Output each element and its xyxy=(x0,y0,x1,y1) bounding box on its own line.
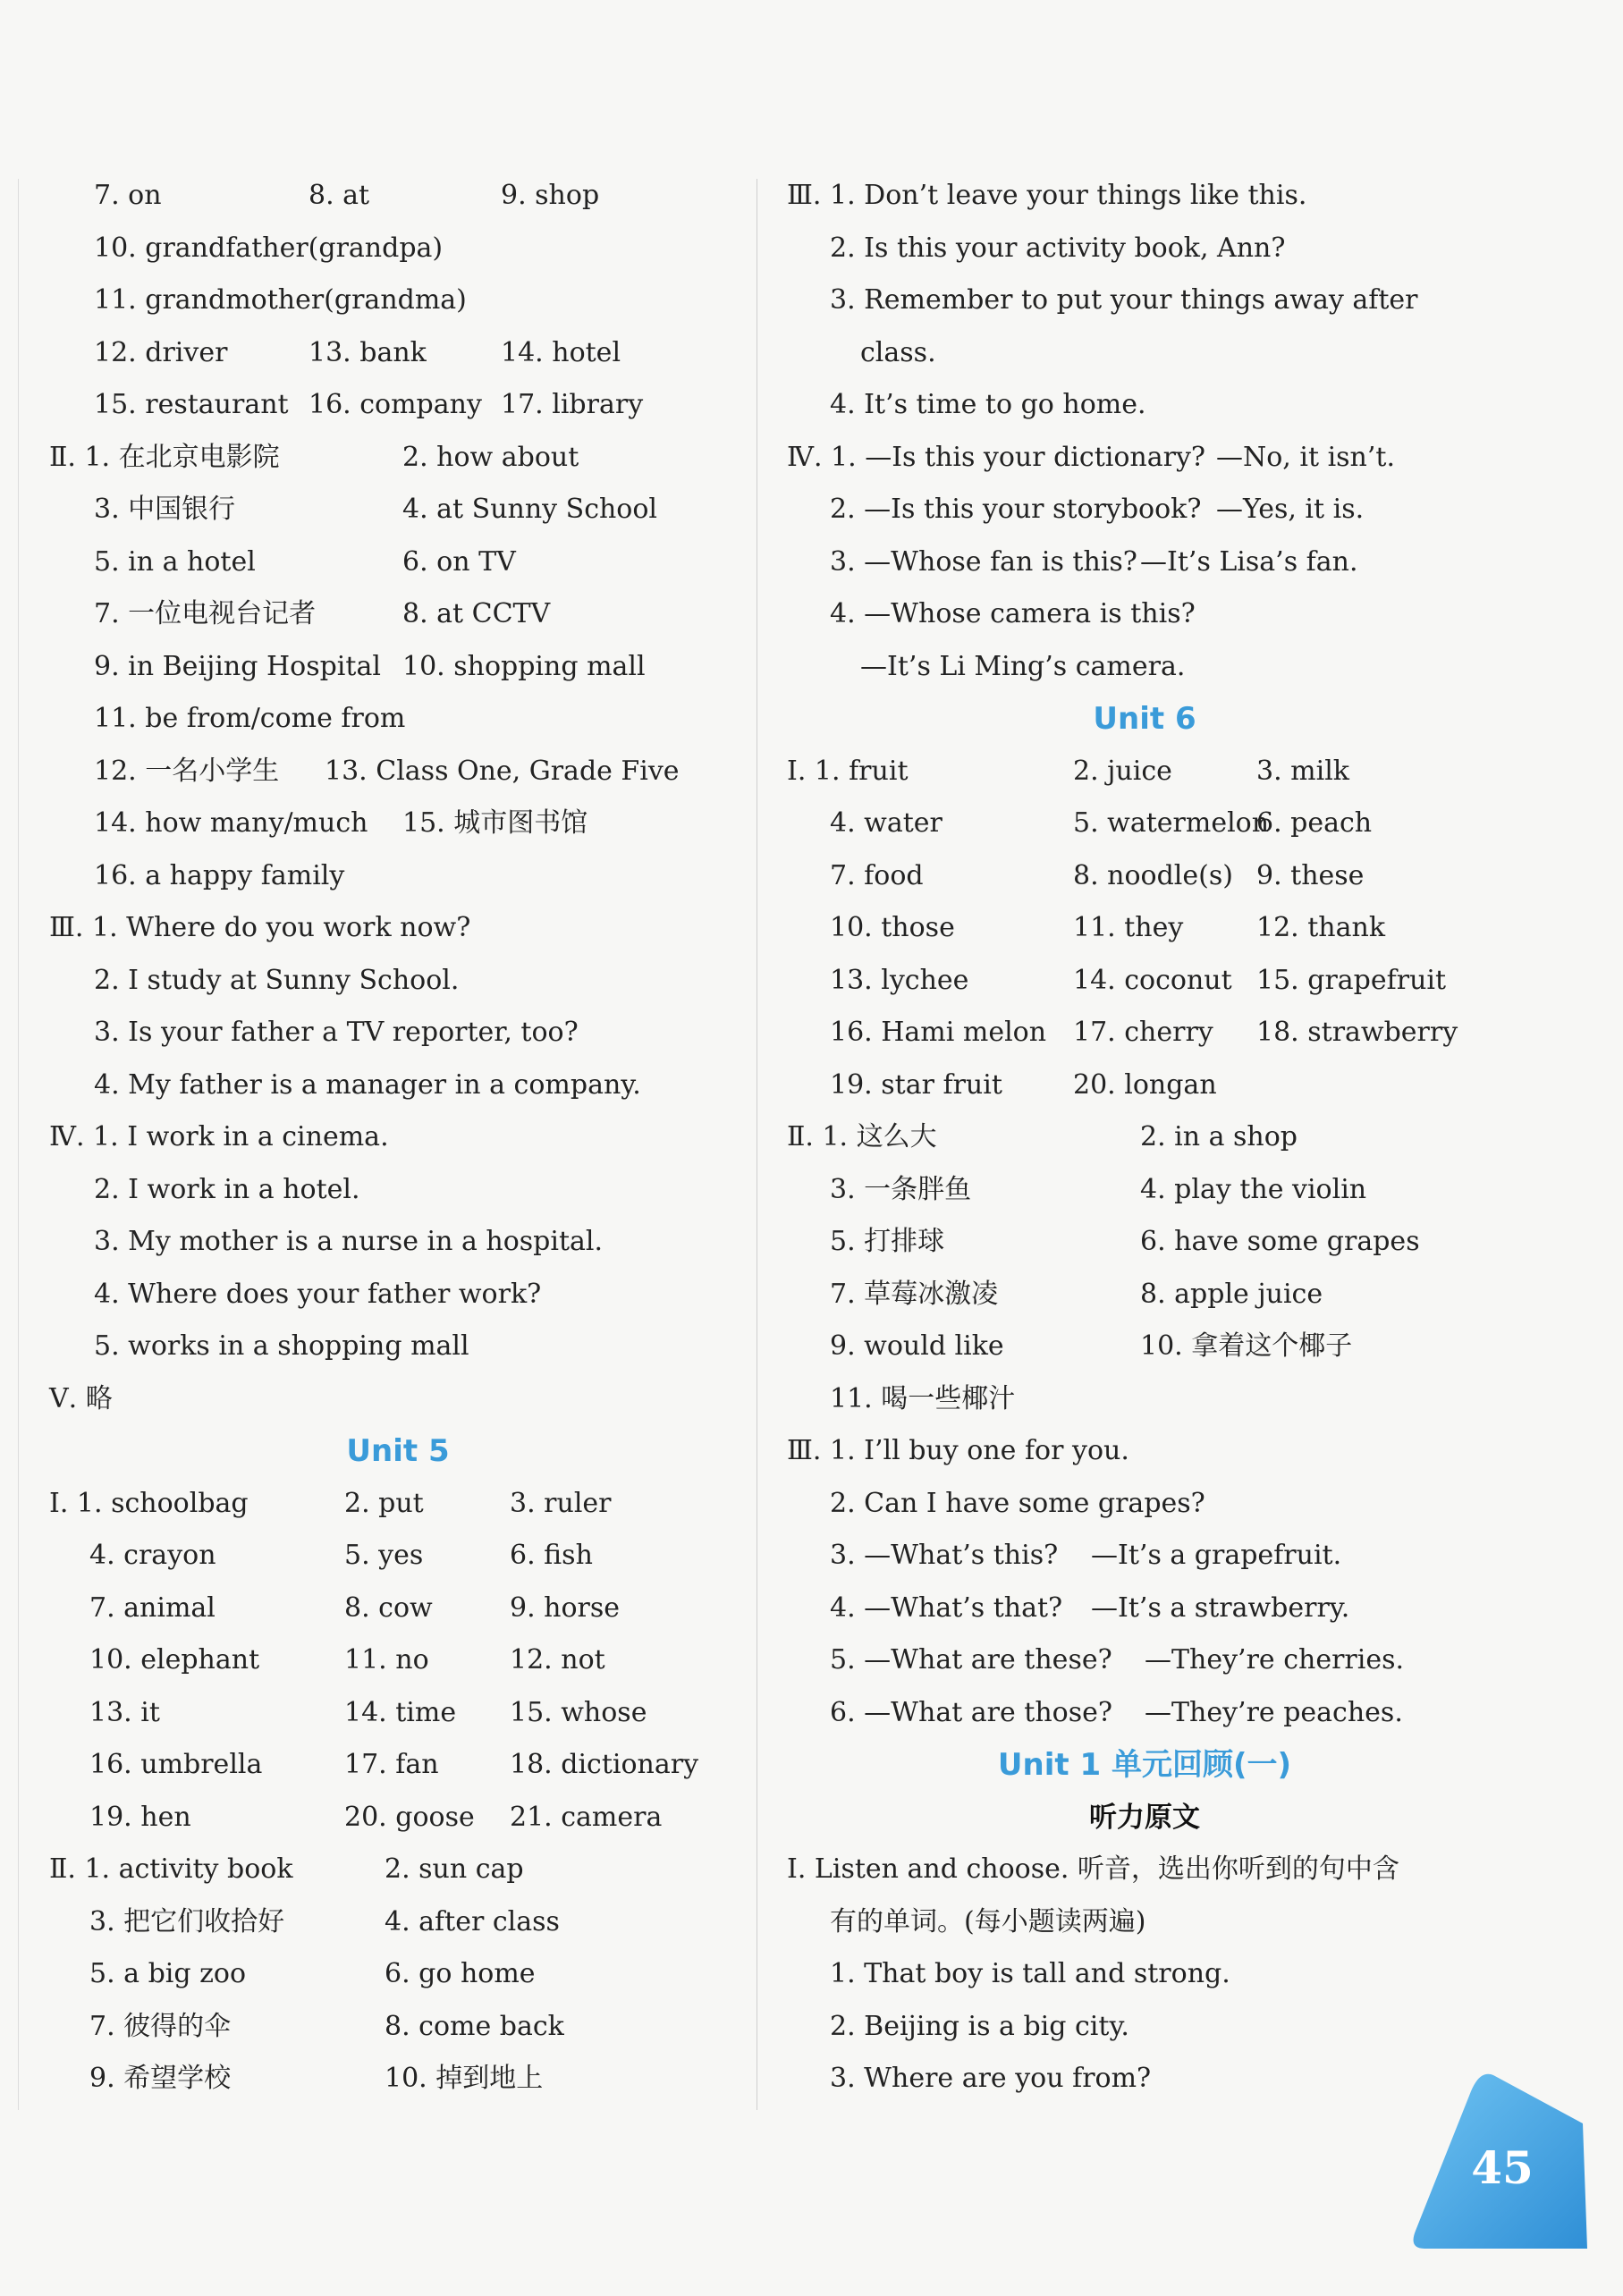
answer-text: 2. I study at Sunny School. xyxy=(94,964,460,996)
unit-heading: Unit 1 单元回顾(一) xyxy=(997,1747,1292,1783)
answer-text: 10. elephant xyxy=(89,1644,260,1676)
answer-text: 3. 把它们收拾好 xyxy=(89,1905,285,1937)
answer-text: —They’re peaches. xyxy=(1145,1696,1403,1728)
answer-text: 4. play the violin xyxy=(1140,1173,1367,1205)
answer-text: 8. cow xyxy=(344,1591,433,1624)
answer-text: 4. It’s time to go home. xyxy=(830,389,1146,420)
answer-text: 8. come back xyxy=(385,2010,564,2042)
answer-line xyxy=(778,588,1511,641)
answer-text: 12. 一名小学生 xyxy=(94,755,280,787)
answer-line xyxy=(49,798,747,850)
answer-text: 4. —Whose camera is this? xyxy=(830,598,1196,629)
answer-line xyxy=(49,588,747,641)
answer-line xyxy=(778,955,1511,1008)
answer-line xyxy=(49,1216,747,1269)
answer-text: 4. crayon xyxy=(89,1540,216,1571)
left-column xyxy=(49,170,747,2106)
answer-line xyxy=(778,170,1511,223)
answer-line xyxy=(49,746,747,798)
answer-text: Ⅴ. 略 xyxy=(49,1382,113,1414)
answer-text: Ⅲ. 1. Don’t leave your things like this. xyxy=(787,180,1307,211)
answer-line xyxy=(49,274,747,327)
left-margin-rule xyxy=(18,179,19,2110)
answer-text: Ⅲ. 1. I’ll buy one for you. xyxy=(787,1435,1129,1466)
answer-line xyxy=(778,1269,1511,1321)
answer-line xyxy=(49,2001,747,2054)
answer-text: 2. in a shop xyxy=(1140,1121,1298,1152)
answer-text: Ⅰ. 1. fruit xyxy=(787,755,909,787)
answer-text: 有的单词。(每小题读两遍) xyxy=(830,1905,1146,1937)
answer-line xyxy=(49,1111,747,1164)
answer-text: 6. on TV xyxy=(402,545,516,578)
answer-text: 10. shopping mall xyxy=(402,650,646,682)
answer-text: 5. watermelon xyxy=(1073,807,1270,839)
answer-text: 11. 喝一些椰汁 xyxy=(830,1382,1016,1414)
answer-text: 6. —What are those? xyxy=(830,1696,1112,1728)
answer-text: Ⅰ. 1. schoolbag xyxy=(49,1487,249,1519)
unit-heading: Unit 6 xyxy=(1093,701,1196,737)
answer-line xyxy=(778,1216,1511,1269)
answer-text: 6. have some grapes xyxy=(1140,1226,1420,1257)
answer-text: 9. horse xyxy=(510,1591,621,1624)
answer-text: 11. they xyxy=(1073,912,1184,943)
answer-text: Ⅱ. 1. 这么大 xyxy=(787,1121,937,1152)
answer-line xyxy=(49,1634,747,1687)
answer-line xyxy=(778,223,1511,275)
answer-text: 9. in Beijing Hospital xyxy=(94,650,381,682)
answer-line xyxy=(778,379,1511,432)
answer-text: 12. not xyxy=(510,1644,605,1676)
answer-line xyxy=(778,902,1511,955)
answer-text: 13. it xyxy=(89,1696,160,1728)
answer-line xyxy=(49,850,747,903)
answer-text: 17. fan xyxy=(344,1749,439,1780)
answer-text: —Yes, it is. xyxy=(1216,494,1365,525)
answer-line xyxy=(49,693,747,746)
answer-text: 10. 掉到地上 xyxy=(385,2063,544,2094)
answer-line xyxy=(778,1948,1511,2001)
answer-text: 2. Can I have some grapes? xyxy=(830,1487,1205,1519)
answer-line xyxy=(49,1373,747,1426)
answer-line xyxy=(778,432,1511,485)
answer-text: 5. 打排球 xyxy=(830,1226,945,1257)
answer-line xyxy=(778,1425,1511,1478)
page-number: 45 xyxy=(1471,2141,1534,2194)
answer-text: 20. goose xyxy=(344,1801,475,1833)
answer-text: 3. ruler xyxy=(510,1487,612,1519)
answer-text: —They’re cherries. xyxy=(1145,1644,1405,1676)
answer-text: 17. library xyxy=(501,389,644,420)
answer-line xyxy=(49,641,747,694)
answer-text: 9. shop xyxy=(501,180,600,211)
answer-line xyxy=(778,1634,1511,1687)
answer-text: 5. works in a shopping mall xyxy=(94,1330,469,1362)
answer-line xyxy=(49,170,747,223)
answer-text: 2. juice xyxy=(1073,755,1172,787)
answer-line xyxy=(778,484,1511,536)
answer-text: 8. at CCTV xyxy=(402,598,551,629)
answer-text: 6. fish xyxy=(510,1540,593,1571)
answer-text: 2. Is this your activity book, Ann? xyxy=(830,232,1286,264)
answer-line xyxy=(49,1478,747,1531)
answer-line xyxy=(49,1844,747,1896)
answer-line xyxy=(49,379,747,432)
right-column xyxy=(778,170,1511,2106)
answer-line xyxy=(49,1792,747,1844)
answer-line xyxy=(49,1059,747,1112)
answer-text: —No, it isn’t. xyxy=(1216,441,1396,473)
answer-line xyxy=(49,1007,747,1059)
answer-text: 7. 草莓冰激凌 xyxy=(830,1278,999,1310)
answer-text: 9. these xyxy=(1256,859,1365,891)
answer-line xyxy=(49,1321,747,1373)
unit-heading: Unit 5 xyxy=(346,1433,450,1469)
answer-text: 13. lychee xyxy=(830,964,969,996)
answer-line xyxy=(778,1896,1511,1949)
answer-text: 7. 彼得的伞 xyxy=(89,2010,232,2042)
answer-line xyxy=(778,1530,1511,1583)
answer-line xyxy=(778,1687,1511,1740)
answer-text: 5. yes xyxy=(344,1540,424,1571)
answer-line xyxy=(778,746,1511,798)
answer-text: 8. at xyxy=(309,180,370,211)
answer-text: 3. My mother is a nurse in a hospital. xyxy=(94,1226,604,1257)
answer-line xyxy=(49,1269,747,1321)
answer-text: 3. 中国银行 xyxy=(94,494,236,525)
answer-text: 19. star fruit xyxy=(830,1068,1002,1101)
answer-line xyxy=(49,1164,747,1217)
answer-text: —It’s Lisa’s fan. xyxy=(1140,545,1358,578)
answer-text: 4. at Sunny School xyxy=(402,494,658,525)
answer-text: 3. Remember to put your things away after xyxy=(830,284,1418,316)
answer-text: 14. hotel xyxy=(501,336,621,368)
answer-text: 18. dictionary xyxy=(510,1749,699,1780)
answer-text: 16. a happy family xyxy=(94,859,345,891)
answer-text: 16. company xyxy=(309,389,482,420)
answer-text: 17. cherry xyxy=(1073,1017,1213,1048)
answer-text: —It’s a grapefruit. xyxy=(1091,1540,1342,1571)
answer-line xyxy=(49,2053,747,2106)
answer-line xyxy=(778,2001,1511,2054)
answer-text: 4. water xyxy=(830,807,943,839)
answer-text: Ⅱ. 1. 在北京电影院 xyxy=(49,441,280,473)
answer-line xyxy=(49,536,747,589)
answer-text: 4. after class xyxy=(385,1905,560,1937)
answer-line xyxy=(778,641,1511,694)
answer-text: 11. no xyxy=(344,1644,429,1676)
answer-text: 2. put xyxy=(344,1487,424,1519)
answer-line xyxy=(778,850,1511,903)
answer-text: 2. —Is this your storybook? xyxy=(830,494,1202,525)
answer-line xyxy=(49,1739,747,1792)
answer-line xyxy=(49,327,747,380)
answer-line xyxy=(778,274,1511,327)
answer-text: 2. sun cap xyxy=(385,1853,524,1885)
answer-text: 4. My father is a manager in a company. xyxy=(94,1068,641,1101)
answer-text: 14. how many/much xyxy=(94,807,368,839)
answer-text: 9. would like xyxy=(830,1330,1004,1362)
answer-text: 15. grapefruit xyxy=(1256,964,1447,996)
answer-text: 7. animal xyxy=(89,1591,216,1624)
answer-text: 7. food xyxy=(830,859,924,891)
answer-line xyxy=(778,1059,1511,1112)
answer-text: 15. restaurant xyxy=(94,389,289,420)
answer-text: 12. driver xyxy=(94,336,228,368)
answer-text: 15. whose xyxy=(510,1696,647,1728)
answer-text: 2. Beijing is a big city. xyxy=(830,2010,1129,2042)
answer-text: 4. Where does your father work? xyxy=(94,1278,542,1310)
answer-text: 3. 一条胖鱼 xyxy=(830,1173,972,1205)
answer-text: —It’s Li Ming’s camera. xyxy=(860,650,1186,682)
answer-text: 6. go home xyxy=(385,1958,536,1989)
answer-text: 5. in a hotel xyxy=(94,545,256,578)
answer-text: 5. —What are these? xyxy=(830,1644,1112,1676)
answer-line xyxy=(778,1373,1511,1426)
answer-line xyxy=(778,1164,1511,1217)
answer-line xyxy=(49,1896,747,1949)
answer-text: 14. coconut xyxy=(1073,964,1232,996)
answer-line xyxy=(778,798,1511,850)
answer-text: 9. 希望学校 xyxy=(89,2063,232,2094)
answer-line xyxy=(49,1687,747,1740)
answer-text: 6. peach xyxy=(1256,807,1373,839)
answer-line xyxy=(49,1583,747,1635)
answer-text: 13. Class One, Grade Five xyxy=(325,755,680,787)
answer-text: 3. Where are you from? xyxy=(830,2063,1152,2094)
answer-line xyxy=(778,1844,1511,1896)
answer-line xyxy=(49,223,747,275)
answer-text: 10. grandfather(grandpa) xyxy=(94,232,444,264)
answer-text: 1. That boy is tall and strong. xyxy=(830,1958,1230,1989)
answer-text: 16. Hami melon xyxy=(830,1017,1047,1048)
answer-line xyxy=(778,327,1511,380)
answer-text: Ⅱ. 1. activity book xyxy=(49,1853,293,1885)
answer-text: 7. on xyxy=(94,180,162,211)
answer-text: —It’s a strawberry. xyxy=(1091,1591,1350,1624)
answer-text: 14. time xyxy=(344,1696,457,1728)
answer-text: 10. 拿着这个椰子 xyxy=(1140,1330,1353,1362)
answer-line xyxy=(49,484,747,536)
answer-text: 10. those xyxy=(830,912,955,943)
answer-line xyxy=(49,1530,747,1583)
answer-text: 3. —Whose fan is this? xyxy=(830,545,1137,578)
answer-text: 8. noodle(s) xyxy=(1073,859,1233,891)
answer-text: Ⅲ. 1. Where do you work now? xyxy=(49,912,471,943)
answer-text: 18. strawberry xyxy=(1256,1017,1458,1048)
answer-text: 5. a big zoo xyxy=(89,1958,247,1989)
answer-line xyxy=(778,1007,1511,1059)
answer-text: 8. apple juice xyxy=(1140,1278,1323,1310)
answer-line xyxy=(49,1948,747,2001)
answer-text: Ⅰ. Listen and choose. 听音，选出你听到的句中含 xyxy=(787,1853,1399,1885)
answer-text: 21. camera xyxy=(510,1801,663,1833)
answer-text: 13. bank xyxy=(309,336,427,368)
answer-line xyxy=(778,536,1511,589)
answer-text: Ⅳ. 1. I work in a cinema. xyxy=(49,1121,389,1152)
answer-text: 16. umbrella xyxy=(89,1749,263,1780)
answer-text: 12. thank xyxy=(1256,912,1386,943)
answer-text: 19. hen xyxy=(89,1801,191,1833)
answer-text: 2. how about xyxy=(402,441,579,473)
answer-line xyxy=(778,1478,1511,1531)
answer-text: 3. Is your father a TV reporter, too? xyxy=(94,1017,579,1048)
answer-text: Ⅳ. 1. —Is this your dictionary? xyxy=(787,441,1205,473)
answer-text: 11. be from/come from xyxy=(94,703,406,734)
answer-text: 2. I work in a hotel. xyxy=(94,1173,360,1205)
answer-line xyxy=(778,1583,1511,1635)
answer-line xyxy=(49,432,747,485)
answer-text: 3. —What’s this? xyxy=(830,1540,1059,1571)
answer-text: 15. 城市图书馆 xyxy=(402,807,588,839)
answer-line xyxy=(49,902,747,955)
answer-text: class. xyxy=(860,336,936,368)
answer-text: 20. longan xyxy=(1073,1068,1217,1101)
answer-line xyxy=(49,955,747,1008)
answer-text: 7. 一位电视台记者 xyxy=(94,598,317,629)
answer-line xyxy=(778,1321,1511,1373)
section-subheading: 听力原文 xyxy=(1089,1801,1200,1834)
answer-text: 3. milk xyxy=(1256,755,1349,787)
answer-line xyxy=(778,1111,1511,1164)
answer-line xyxy=(778,2053,1511,2106)
answer-text: 11. grandmother(grandma) xyxy=(94,284,467,316)
answer-text: 4. —What’s that? xyxy=(830,1591,1063,1624)
